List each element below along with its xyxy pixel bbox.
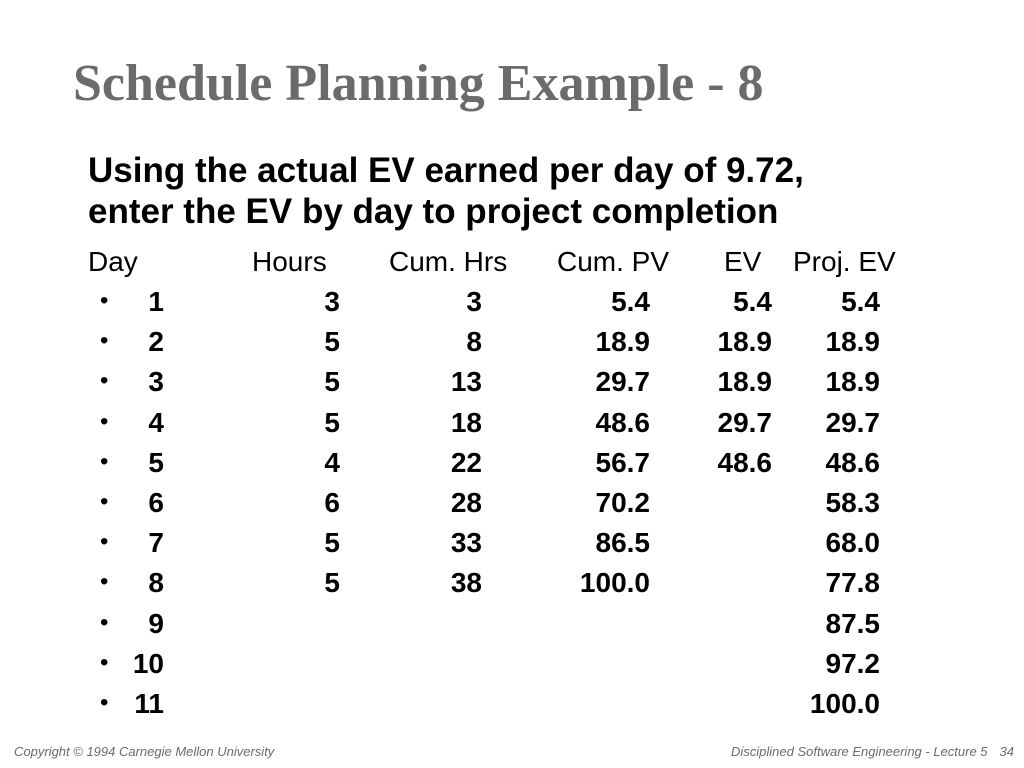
cell-cum-pv: 86.5	[595, 527, 650, 558]
footer-copyright: Copyright © 1994 Carnegie Mellon University	[14, 744, 275, 759]
bullet-icon: •	[100, 367, 109, 394]
header-hours: Hours	[252, 246, 327, 277]
bullet-icon: •	[100, 689, 109, 716]
header-ev: EV	[724, 246, 762, 277]
bullet-icon: •	[100, 448, 109, 475]
cell-hours: 5	[324, 326, 340, 357]
cell-cum-pv: 18.9	[595, 326, 650, 357]
cell-ev: 18.9	[717, 326, 772, 357]
cell-cum-hrs: 38	[450, 567, 482, 598]
header-cum-hrs: Cum. Hrs	[389, 246, 508, 277]
cell-cum-hrs: 22	[450, 447, 482, 478]
cell-day: 7	[148, 527, 164, 558]
cell-hours: 6	[324, 487, 340, 518]
cell-proj-ev: 100.0	[809, 688, 880, 719]
cell-proj-ev: 5.4	[841, 286, 880, 317]
cell-hours: 5	[324, 567, 340, 598]
cell-cum-hrs: 8	[466, 326, 482, 357]
cell-cum-pv: 70.2	[595, 487, 650, 518]
cell-cum-pv: 29.7	[595, 366, 650, 397]
cell-proj-ev: 18.9	[825, 326, 880, 357]
cell-ev: 5.4	[733, 286, 772, 317]
cell-ev: 48.6	[717, 447, 772, 478]
cell-day: 4	[148, 407, 164, 438]
cell-ev: 18.9	[717, 366, 772, 397]
header-proj-ev: Proj. EV	[793, 246, 896, 277]
cell-day: 5	[148, 447, 164, 478]
cell-cum-hrs: 28	[450, 487, 482, 518]
bullet-icon: •	[100, 287, 109, 314]
header-cum-pv: Cum. PV	[557, 246, 670, 277]
cell-proj-ev: 87.5	[825, 608, 880, 639]
bullet-icon: •	[100, 609, 109, 636]
footer-course-title: Disciplined Software Engineering - Lecture 5	[731, 744, 988, 759]
cell-cum-pv: 5.4	[611, 286, 650, 317]
cell-hours: 4	[324, 447, 340, 478]
cell-day: 11	[134, 688, 164, 719]
footer-page-number: 34	[999, 744, 1014, 759]
cell-proj-ev: 68.0	[825, 527, 880, 558]
cell-ev: 29.7	[717, 407, 772, 438]
slide-title: Schedule Planning Example - 8	[73, 55, 764, 112]
cell-cum-pv: 100.0	[579, 567, 650, 598]
cell-cum-pv: 48.6	[595, 407, 650, 438]
cell-day: 9	[148, 608, 164, 639]
cell-proj-ev: 77.8	[825, 567, 880, 598]
bullet-icon: •	[100, 528, 109, 555]
bullet-icon: •	[100, 649, 109, 676]
cell-day: 8	[148, 567, 164, 598]
footer-course	[731, 744, 1014, 759]
cell-proj-ev: 29.7	[825, 407, 880, 438]
cell-cum-hrs: 18	[450, 407, 482, 438]
cell-proj-ev: 58.3	[825, 487, 880, 518]
cell-hours: 5	[324, 527, 340, 558]
cell-hours: 5	[324, 407, 340, 438]
cell-day: 2	[148, 326, 164, 357]
cell-proj-ev: 97.2	[825, 648, 880, 679]
intro-line-2: enter the EV by day to project completion	[88, 192, 779, 231]
bullet-icon: •	[100, 327, 109, 354]
cell-day: 1	[148, 286, 164, 317]
bullet-icon: •	[100, 568, 109, 595]
cell-day: 10	[132, 648, 164, 679]
cell-cum-hrs: 13	[450, 366, 482, 397]
header-day: Day	[88, 246, 138, 277]
cell-cum-hrs: 3	[466, 286, 482, 317]
bullet-icon: •	[100, 408, 109, 435]
cell-cum-pv: 56.7	[595, 447, 650, 478]
cell-hours: 5	[324, 366, 340, 397]
cell-day: 6	[148, 487, 164, 518]
bullet-icon: •	[100, 488, 109, 515]
cell-proj-ev: 18.9	[825, 366, 880, 397]
cell-day: 3	[148, 366, 164, 397]
cell-cum-hrs: 33	[450, 527, 482, 558]
cell-proj-ev: 48.6	[825, 447, 880, 478]
intro-line-1: Using the actual EV earned per day of 9.72,	[88, 151, 804, 190]
cell-hours: 3	[324, 286, 340, 317]
